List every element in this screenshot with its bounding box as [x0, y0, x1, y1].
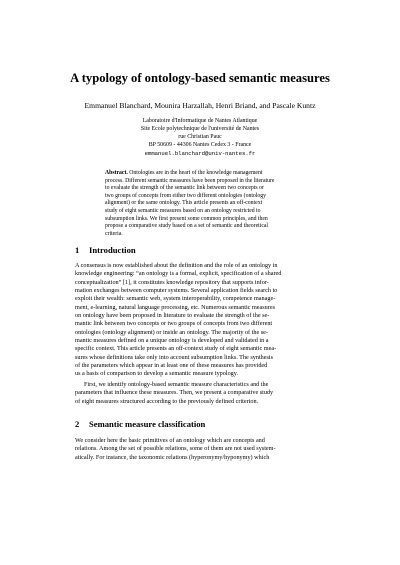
author-list: Emmanuel Blanchard, Mounira Harzallah, Henri Briand, and Pascale Kuntz	[84, 101, 316, 110]
text-line: knowledge engineering: “an ontology is a formal, explicit, specification of a shared	[75, 270, 282, 278]
text-line: We consider here the basic primitives of an ontology which are concepts and	[75, 437, 265, 444]
abstract-line: propose a comparative study based on a set of semantic and theoretical	[105, 223, 269, 230]
author-email: emmanuel.blanchard@univ-nantes.fr	[144, 149, 256, 157]
section-number: 2	[75, 419, 80, 429]
text-line: conceptualization” [1], it constitutes knowledge repository that supports infor-	[75, 278, 269, 286]
text-line: on ontology have been proposed in literature to evaluate the strength of the se-	[75, 312, 270, 320]
abstract-line: process. Different semantic measures have been proposed in the literature	[105, 177, 275, 184]
text-line: ontologies (ontology alignment) or inside an ontology. The majority of the se-	[75, 328, 268, 336]
abstract-label: Abstract.	[105, 170, 128, 176]
abstract-line: Ontologies are in the heart of the knowledge management	[129, 170, 263, 176]
paragraph	[75, 437, 327, 462]
abstract-line: subsumption links. We first present some common principles, and then	[105, 215, 268, 222]
text-line: First, we identify ontology-based semantic measure characteristics and the	[84, 381, 269, 388]
text-line: atically. For instance, the taxonomic relations (hyperonymy/hyponymy) which	[75, 453, 270, 461]
text-line: relations. Among the set of possible relations, some of them are not used system-	[75, 445, 276, 453]
text-line: us a basis of comparison to develop a semantic measure typology.	[75, 370, 239, 378]
text-line: ment, e-learning, natural language processing, etc. Numerous semantic measures	[75, 303, 275, 311]
affiliation-line: Site Ecole polytechnique de l'université de Nantes	[140, 125, 260, 132]
paper-title: A typology of ontology-based semantic measures	[70, 71, 330, 85]
text-line: of eight measures structured according to the previously defined criterion.	[75, 397, 259, 405]
affiliation-line: BP 50609 - 44306 Nantes Cedex 3 - France	[148, 141, 252, 148]
abstract-line: criteria.	[105, 230, 123, 237]
section-number: 1	[75, 245, 80, 255]
section-title: Introduction	[89, 245, 136, 255]
text-line: of the parameters which appear in at least one of these measures has provided	[75, 362, 268, 370]
affiliation-block	[0, 118, 400, 158]
text-line: sures whose definitions take only into account subsumption links. The synthesis	[75, 353, 274, 361]
paragraph	[75, 262, 327, 379]
abstract-line: two groups of concepts from either two different ontologies (ontology	[105, 192, 267, 199]
text-line: mantic link between two concepts or two groups of concepts from two different	[75, 320, 273, 328]
abstract	[105, 170, 297, 238]
text-line: A consensus is now established about the definition and the role of an ontology in	[75, 262, 278, 269]
affiliation-line: Laboratoire d'Informatique de Nantes Atlantique	[142, 118, 258, 124]
section-heading-introduction	[75, 245, 331, 256]
abstract-line: to evaluate the strength of the semantic link between two concepts or	[105, 185, 264, 192]
affiliation-line: rue Christian Pauc	[178, 133, 222, 140]
text-line: exploit their wealth: semantic web, system interoperability, competence manage-	[75, 295, 276, 303]
section-title: Semantic measure classification	[89, 419, 206, 429]
text-line: mantic measures defined on a unique ontology is developed and validated in a	[75, 337, 269, 345]
abstract-line: study of eight semantic measures based on an ontology restricted to	[105, 207, 261, 214]
text-line: specific context. This article presents an off-context study of eight semantic mea-	[75, 345, 277, 353]
abstract-line: alignment) or the same ontology. This article presents an off-context	[105, 200, 263, 207]
text-line: mation exchanges between computer systems. Several application fields search to	[75, 287, 278, 295]
paragraph	[75, 381, 327, 406]
text-line: parameters that influence these measures. Then, we present a comparative study	[75, 389, 274, 397]
section-heading-semantic-measure-classification	[75, 419, 331, 430]
